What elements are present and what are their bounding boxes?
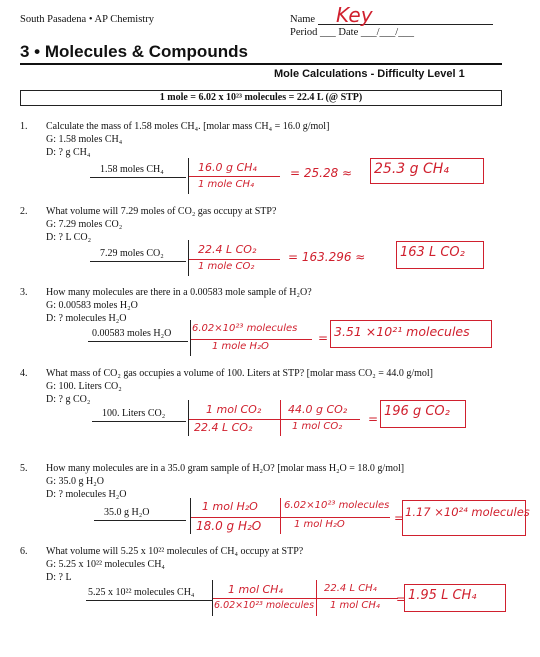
given: G: 5.25 x 10²² molecules CH₄ bbox=[46, 559, 165, 570]
divider bbox=[188, 240, 189, 276]
given: G: 1.58 moles CH₄ bbox=[46, 134, 123, 145]
calculated-value: = bbox=[396, 592, 407, 606]
start-value: 35.0 g H₂O bbox=[104, 507, 150, 518]
desired: D: ? molecules H₂O bbox=[46, 489, 127, 500]
problem-question: How many molecules are there in a 0.00583 mole sample of H₂O? bbox=[46, 287, 312, 298]
answer: 3.51 ×10²¹ molecules bbox=[334, 324, 470, 339]
given: G: 0.00583 moles H₂O bbox=[46, 300, 138, 311]
fraction-top: 1 mol CH₄ bbox=[228, 583, 283, 596]
problem-question: What mass of CO₂ gas occupies a volume of 100. Liters at STP? [molar mass CO₂ = 44.0 g/mol] bbox=[46, 368, 433, 379]
calculated-value: = bbox=[318, 331, 329, 345]
desired: D: ? L bbox=[46, 572, 72, 583]
fraction-top: 6.02×10²³ molecules bbox=[284, 500, 390, 511]
divider bbox=[188, 400, 189, 436]
fraction-bar bbox=[188, 419, 360, 420]
start-value: 0.00583 moles H₂O bbox=[92, 328, 172, 339]
fraction-bottom: 22.4 L CO₂ bbox=[194, 421, 253, 434]
divider bbox=[212, 580, 213, 616]
problem-number: 4. bbox=[20, 368, 28, 379]
start-value: 100. Liters CO₂ bbox=[102, 408, 166, 419]
problem-number: 6. bbox=[20, 546, 28, 557]
fraction-bottom: 18.0 g H₂O bbox=[196, 519, 262, 533]
problem-question: How many molecules are in a 35.0 gram sample of H₂O? [molar mass H₂O = 18.0 g/mol] bbox=[46, 463, 405, 474]
answer: 1.95 L CH₄ bbox=[408, 588, 477, 603]
fraction-bar bbox=[190, 339, 312, 340]
problem-number: 1. bbox=[20, 121, 28, 132]
title-rule bbox=[20, 63, 502, 65]
fraction-bottom: 1 mole CH₄ bbox=[198, 179, 255, 190]
fraction-bar bbox=[190, 517, 390, 518]
school-label: South Pasadena • AP Chemistry bbox=[20, 14, 154, 25]
given: G: 100. Liters CO₂ bbox=[46, 381, 122, 392]
divider bbox=[188, 158, 189, 194]
problem-question: What volume will 7.29 moles of CO₂ gas occupy at STP? bbox=[46, 206, 277, 217]
calculated-value: = 25.28 ≈ bbox=[290, 166, 353, 180]
start-value: 5.25 x 10²² molecules CH₄ bbox=[88, 587, 195, 598]
name-label: Name bbox=[290, 14, 316, 25]
desired: D: ? molecules H₂O bbox=[46, 313, 127, 324]
fraction-bottom: 1 mole H₂O bbox=[212, 341, 269, 352]
divider bbox=[190, 320, 191, 356]
problem-number: 5. bbox=[20, 463, 28, 474]
start-line bbox=[88, 328, 188, 342]
name-value: Key bbox=[336, 3, 373, 27]
fraction-top: 22.4 L CO₂ bbox=[198, 243, 257, 256]
divider bbox=[280, 400, 281, 436]
start-line bbox=[90, 164, 186, 178]
fraction-bottom: 6.02×10²³ molecules bbox=[214, 600, 315, 611]
fraction-bar bbox=[188, 176, 280, 177]
start-line bbox=[86, 587, 212, 601]
fraction-top: 22.4 L CH₄ bbox=[324, 583, 377, 594]
fraction-bottom: 1 mol H₂O bbox=[294, 519, 345, 530]
fraction-bottom: 1 mol CH₄ bbox=[330, 600, 380, 611]
fraction-top: 1 mol H₂O bbox=[202, 500, 258, 513]
fraction-top: 6.02×10²³ molecules bbox=[192, 323, 298, 334]
calculated-value: = bbox=[368, 412, 379, 426]
fraction-bar bbox=[188, 259, 280, 260]
desired: D: ? L CO₂ bbox=[46, 232, 92, 243]
start-value: 7.29 moles CO₂ bbox=[100, 248, 164, 259]
unit-title: 3 • Molecules & Compounds bbox=[20, 42, 248, 61]
start-value: 1.58 moles CH₄ bbox=[100, 164, 164, 175]
divider bbox=[316, 580, 317, 616]
desired: D: ? g CO₂ bbox=[46, 394, 91, 405]
problem-question: Calculate the mass of 1.58 moles CH₄. [molar mass CH₄ = 16.0 g/mol] bbox=[46, 121, 330, 132]
given: G: 35.0 g H₂O bbox=[46, 476, 104, 487]
problem-question: What volume will 5.25 x 10²² molecules of CH₄ occupy at STP? bbox=[46, 546, 304, 557]
start-line bbox=[94, 507, 186, 521]
given: G: 7.29 moles CO₂ bbox=[46, 219, 123, 230]
problem-number: 2. bbox=[20, 206, 28, 217]
conversion-factor: 1 mole = 6.02 x 10²³ molecules = 22.4 L (@ STP) bbox=[159, 92, 363, 103]
fraction-top: 16.0 g CH₄ bbox=[198, 161, 257, 174]
worksheet-subtitle: Mole Calculations - Difficulty Level 1 bbox=[274, 68, 465, 80]
fraction-bottom: 1 mole CO₂ bbox=[198, 261, 255, 272]
start-line bbox=[92, 408, 186, 422]
fraction-top: 44.0 g CO₂ bbox=[288, 403, 348, 416]
answer: 196 g CO₂ bbox=[384, 404, 450, 419]
answer: 1.17 ×10²⁴ molecules bbox=[405, 505, 530, 519]
divider bbox=[190, 498, 191, 534]
fraction-bar bbox=[212, 598, 398, 599]
divider bbox=[280, 498, 281, 534]
fraction-top: 1 mol CO₂ bbox=[206, 403, 262, 416]
period-date-label: Period ___ Date ___/___/___ bbox=[290, 27, 414, 38]
desired: D: ? g CH₄ bbox=[46, 147, 91, 158]
answer: 25.3 g CH₄ bbox=[374, 161, 449, 177]
answer: 163 L CO₂ bbox=[400, 245, 465, 260]
start-line bbox=[90, 248, 186, 262]
calculated-value: = 163.296 ≈ bbox=[288, 250, 366, 264]
problem-number: 3. bbox=[20, 287, 28, 298]
calculated-value: = bbox=[394, 511, 405, 525]
fraction-bottom: 1 mol CO₂ bbox=[292, 421, 343, 432]
conversion-box bbox=[20, 90, 502, 106]
